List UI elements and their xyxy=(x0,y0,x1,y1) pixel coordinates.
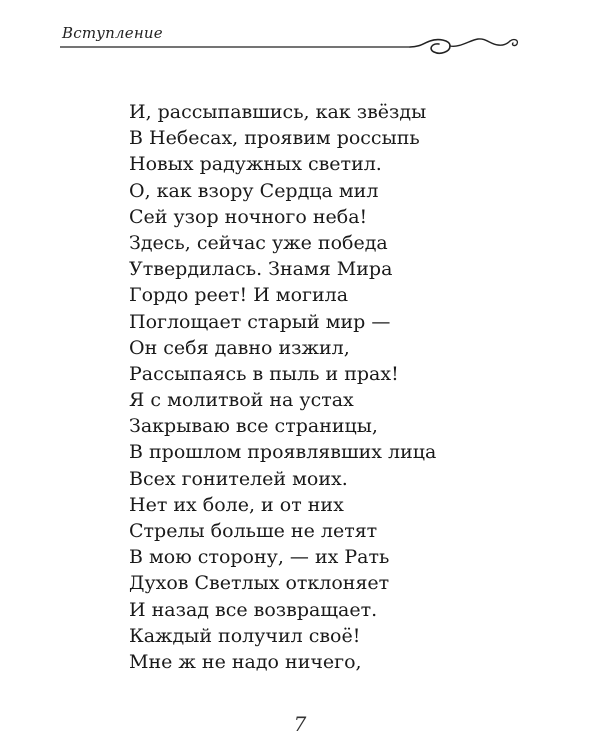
poem-line: Здесь, сейчас уже победа xyxy=(129,231,388,254)
poem-line: Мне ж не надо ничего, xyxy=(129,650,362,673)
poem-line: Нет их боле, и от них xyxy=(129,493,344,516)
poem-line: И назад все возвращает. xyxy=(129,598,378,621)
poem-line: Каждый получил своё! xyxy=(129,624,361,647)
poem-line: Он себя давно изжил, xyxy=(129,336,350,359)
poem-line: Новых радужных светил. xyxy=(129,153,382,176)
poem-line: Рассыпаясь в пыль и прах! xyxy=(129,362,399,385)
poem-line: Сей узор ночного неба! xyxy=(129,205,368,228)
poem-text xyxy=(129,99,489,675)
poem-line: И, рассыпавшись, как звёзды xyxy=(129,101,427,123)
poem-line: В Небесах, проявим россыпь xyxy=(129,127,420,150)
poem-line: Утвердилась. Знамя Мира xyxy=(129,258,393,281)
poem-line: Стрелы больше не летят xyxy=(129,520,378,542)
poem-line: Закрываю все страницы, xyxy=(129,415,378,438)
poem-line: Духов Светлых отклоняет xyxy=(129,572,390,595)
poem-line: В мою сторону, — их Рать xyxy=(129,546,390,569)
running-header xyxy=(58,24,528,64)
section-title: Вступление xyxy=(62,24,163,42)
poem-line: Всех гонителей моих. xyxy=(129,467,348,490)
page-number: 7 xyxy=(293,712,307,736)
poem-line: В прошлом проявлявших лица xyxy=(129,441,437,464)
poem-line: Я с молитвой на устах xyxy=(129,389,354,412)
poem-line: Гордо реет! И могила xyxy=(129,284,349,307)
poem-line: О, как взору Сердца мил xyxy=(129,179,379,202)
poem-line: Поглощает старый мир — xyxy=(129,310,391,333)
flourish-divider-icon xyxy=(58,34,528,64)
